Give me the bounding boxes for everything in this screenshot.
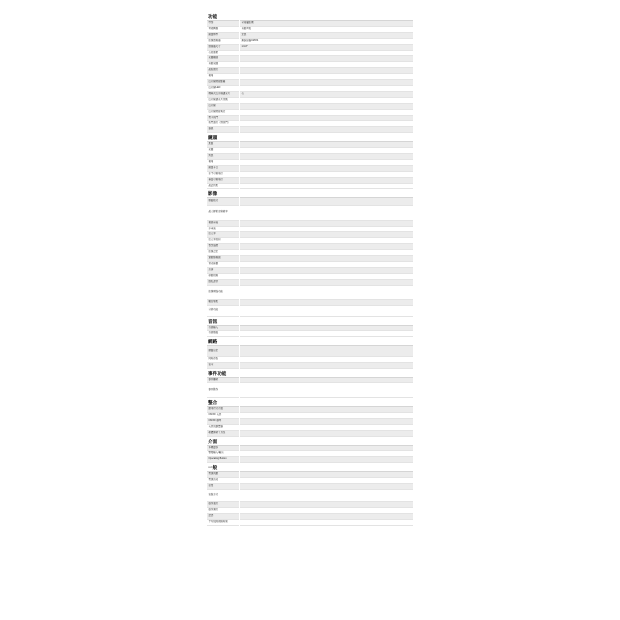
spec-label: 光圈 xyxy=(207,148,240,154)
spec-value xyxy=(240,285,414,300)
section-title: 網路 xyxy=(208,339,218,345)
spec-label: 隱私遮罩 xyxy=(207,279,240,285)
spec-label: 壓縮格式 xyxy=(207,198,240,206)
spec-label: 視角 xyxy=(207,74,240,80)
section-title: 功能 xyxy=(208,14,218,19)
spec-value: 有 xyxy=(240,91,414,97)
spec-row xyxy=(207,306,413,316)
spec-label: 最近對焦 xyxy=(207,183,240,189)
spec-label: Operating Button xyxy=(207,457,240,463)
spec-table xyxy=(207,141,413,189)
spec-table xyxy=(207,345,413,368)
spec-row xyxy=(207,198,413,206)
spec-row xyxy=(207,362,413,368)
spec-value xyxy=(240,127,414,133)
spec-table xyxy=(207,377,413,399)
spec-label: 支援的瀏覽器 xyxy=(207,424,240,430)
spec-label: ONVIF 支援 xyxy=(207,412,240,418)
spec-label: 機械式紅外線濾光片 xyxy=(207,91,240,97)
spec-value: 自動晝夜 xyxy=(240,26,414,32)
spec-table xyxy=(207,471,413,526)
spec-label: 快門速度（慢快門） xyxy=(207,121,240,127)
spec-label: 晝夜轉換 xyxy=(207,26,240,32)
spec-label: 感測器尺寸 xyxy=(207,44,240,50)
spec-label: 背光補償 xyxy=(207,262,240,268)
section-title: 一般 xyxy=(208,465,218,471)
spec-label: 型別 xyxy=(207,21,240,27)
spec-row xyxy=(207,127,413,133)
spec-value xyxy=(240,520,414,526)
spec-table xyxy=(207,20,413,133)
spec-label: 音訊輸入 xyxy=(207,325,240,331)
spec-label: 垂直可視角度 xyxy=(207,177,240,183)
spec-label: ONVIF 標準 xyxy=(207,418,240,424)
section-title: 介面 xyxy=(208,438,218,444)
spec-label: 對焦 xyxy=(207,154,240,160)
spec-label: 自動光圈 xyxy=(207,62,240,68)
section-title: 音訊 xyxy=(208,318,218,324)
spec-value xyxy=(240,383,414,398)
spec-label: 光圈範圍 xyxy=(207,56,240,62)
spec-label: 位元率控制 xyxy=(207,238,240,244)
spec-label: 最大解析度與幀率 xyxy=(207,206,240,221)
spec-label: 操作濕度 xyxy=(207,508,240,514)
spec-label: 紅外線 xyxy=(207,103,240,109)
spec-label: 安全 xyxy=(207,362,240,368)
spec-value xyxy=(240,331,414,337)
spec-value xyxy=(240,362,414,368)
spec-label: 紅外線照射角度 xyxy=(207,109,240,115)
spec-label: 分析功能 xyxy=(207,306,240,316)
spec-label: 視訊串流 xyxy=(207,220,240,226)
spec-row xyxy=(207,206,413,221)
spec-label: 移動偵測 xyxy=(207,273,240,279)
spec-row xyxy=(207,285,413,300)
spec-label: 認證 xyxy=(207,514,240,520)
spec-label: 紅外線LED xyxy=(207,85,240,91)
spec-sheet xyxy=(207,12,413,526)
spec-row xyxy=(207,331,413,337)
spec-label: 位元率 xyxy=(207,232,240,238)
spec-label: 影像設定 xyxy=(207,250,240,256)
spec-label: 電源供應 xyxy=(207,472,240,478)
spec-label: 去霧 xyxy=(207,267,240,273)
spec-label: 平均故障間隔時間 xyxy=(207,520,240,526)
spec-label: 最低照度 xyxy=(207,68,240,74)
spec-label: 事件觸發 xyxy=(207,377,240,383)
spec-label: 電源消耗 xyxy=(207,478,240,484)
spec-label: 本機儲存 xyxy=(207,445,240,451)
spec-label: 電子快門 xyxy=(207,115,240,121)
spec-label: 智慧編碼 xyxy=(207,244,240,250)
spec-row xyxy=(207,346,413,356)
spec-label: 應用程式介面 xyxy=(207,407,240,413)
spec-label: 影像增強功能 xyxy=(207,285,240,300)
spec-row xyxy=(207,520,413,526)
spec-row xyxy=(207,383,413,398)
spec-value xyxy=(240,183,414,189)
section-title: 事件功能 xyxy=(208,370,227,376)
section-title: 鏡頭 xyxy=(208,135,218,141)
spec-label: 音訊壓縮 xyxy=(207,331,240,337)
spec-table xyxy=(207,406,413,437)
spec-label: 軟體開發工具包 xyxy=(207,430,240,436)
section-title: 整合 xyxy=(208,400,218,406)
spec-value: 全景攝影機 xyxy=(240,21,414,27)
spec-table xyxy=(207,197,413,316)
spec-label: 影像感測器 xyxy=(207,38,240,44)
spec-label: 視角 xyxy=(207,159,240,165)
section-title: 影像 xyxy=(208,191,218,197)
spec-row xyxy=(207,183,413,189)
spec-label: 寬動態範圍 xyxy=(207,256,240,262)
spec-label: 數位變焦 xyxy=(207,300,240,306)
spec-value xyxy=(240,306,414,316)
spec-value xyxy=(240,490,414,502)
spec-label: 重量 xyxy=(207,484,240,490)
spec-value: 1/1.8" xyxy=(240,44,414,50)
spec-label: 安裝方式 xyxy=(207,490,240,502)
spec-label: 有效像素 xyxy=(207,50,240,56)
spec-label: 雜訊 xyxy=(207,127,240,133)
spec-row xyxy=(207,490,413,502)
spec-label: 網路協定 xyxy=(207,346,240,356)
spec-table xyxy=(207,325,413,338)
spec-label: 紅外線照射距離 xyxy=(207,80,240,86)
spec-label: 焦距 xyxy=(207,142,240,148)
spec-label: 事件動作 xyxy=(207,383,240,398)
spec-value xyxy=(240,206,414,221)
spec-label: 鏡頭卡口 xyxy=(207,165,240,171)
spec-label: 鏡頭類型 xyxy=(207,32,240,38)
spec-value: 漸進掃描CMOS xyxy=(240,38,414,44)
spec-label: 同時存取 xyxy=(207,356,240,362)
spec-label: 紅外線濾光片切換 xyxy=(207,97,240,103)
spec-label: 多串流 xyxy=(207,226,240,232)
spec-value xyxy=(240,457,414,463)
spec-table xyxy=(207,445,413,464)
spec-label: 水平可視角度 xyxy=(207,171,240,177)
spec-value xyxy=(240,346,414,356)
spec-label: 操作溫度 xyxy=(207,502,240,508)
spec-label: 警報輸入/輸出 xyxy=(207,451,240,457)
spec-row xyxy=(207,430,413,436)
spec-value xyxy=(240,430,414,436)
spec-value xyxy=(240,198,414,206)
spec-value: 定焦 xyxy=(240,32,414,38)
spec-row xyxy=(207,457,413,463)
